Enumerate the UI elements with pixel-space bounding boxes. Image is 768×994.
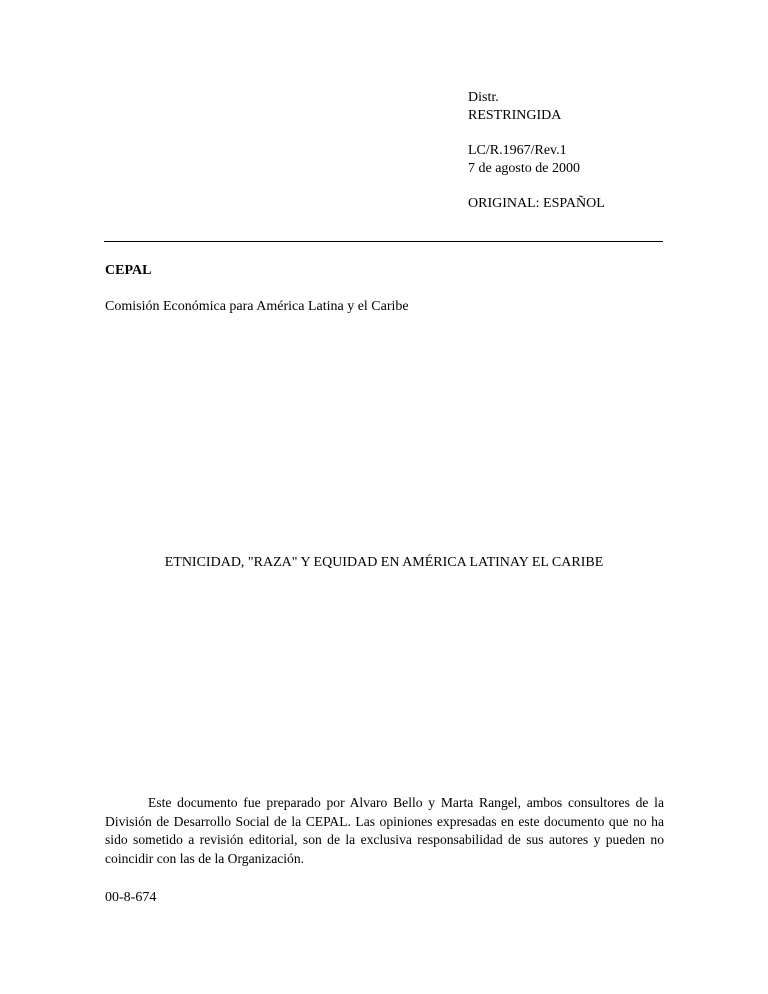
org-full-name: Comisión Económica para América Latina y el Caribe bbox=[105, 299, 409, 314]
document-title: ETNICIDAD, "RAZA" Y EQUIDAD EN AMÉRICA LATINAY EL CARIBE bbox=[164, 555, 604, 570]
spacer bbox=[468, 178, 688, 195]
original-language: ORIGINAL: ESPAÑOL bbox=[468, 196, 605, 211]
document-code: 00-8-674 bbox=[105, 890, 157, 905]
horizontal-divider bbox=[104, 241, 663, 242]
document-symbol: LC/R.1967/Rev.1 bbox=[468, 143, 567, 158]
distribution-block bbox=[468, 89, 688, 213]
document-title-wrapper bbox=[0, 554, 768, 572]
spacer bbox=[468, 125, 688, 142]
document-date: 7 de agosto de 2000 bbox=[468, 161, 580, 176]
org-acronym: CEPAL bbox=[105, 263, 152, 278]
authorship-note: Este documento fue preparado por Alvaro Bello y Marta Rangel, ambos consultores de la División de Desarrollo Social de la CEPAL. Las opiniones expresadas en este documento que no ha sido sometido a revisión editorial, son de la exclusiva responsabilidad de sus autores y pueden no coincidir con las de la Organización. bbox=[105, 795, 664, 866]
distr-label: Distr. bbox=[468, 90, 499, 105]
restriction-label: RESTRINGIDA bbox=[468, 108, 562, 123]
